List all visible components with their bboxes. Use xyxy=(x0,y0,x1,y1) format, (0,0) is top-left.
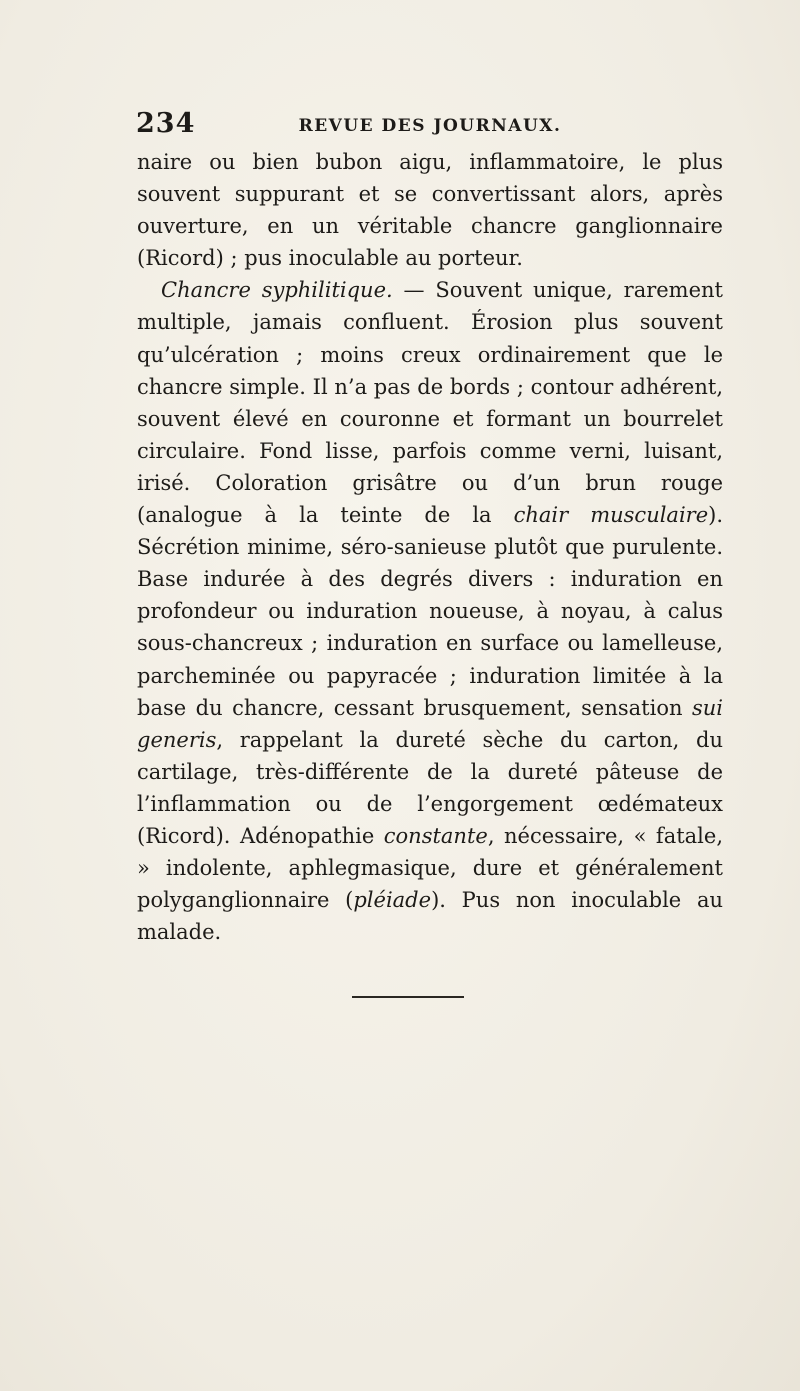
italic-term: sui generis xyxy=(137,695,723,752)
section-divider-rule xyxy=(352,996,464,998)
body-text xyxy=(137,146,723,948)
italic-term: pléiade xyxy=(353,888,432,913)
text-segment: ). Pus non inoculable au malade. xyxy=(137,888,724,945)
text-segment: , nécessaire, « fatale, » indolente, aphlegmasique, dure et généralement polyganglionnaire ( xyxy=(137,823,723,913)
paragraph-chancre-syphilitique xyxy=(137,274,723,948)
italic-term: chair musculaire xyxy=(513,503,709,528)
page-number: 234 xyxy=(136,108,196,139)
running-head: REVUE DES JOURNAUX. xyxy=(298,116,562,136)
paragraph-continuation: naire ou bien bubon aigu, inflammatoire, le plus souvent suppurant et se convertissant alors, après ouverture, en un véritable chancre ganglionnaire (Ricord) ; pus inoculable au porteur. xyxy=(137,150,723,271)
text-segment: , rappelant la dureté sèche du carton, du cartilage, très-différente de la dureté pâteuse de l’inflammation ou de l’engorgement œdémateux (Ricord). Adénopathie xyxy=(137,727,723,848)
italic-term: constante xyxy=(383,823,488,848)
page-header xyxy=(136,108,724,144)
text-segment: ). Sécrétion minime, séro-sanieuse plutôt que purulente. Base indurée à des degrés divers : induration en profondeur ou induration noueuse, à noyau, à calus sous-chancreux ; induration en surface ou lamelleuse, parcheminée ou papyracée ; induration limitée à la base du chancre, cessant brusquement, sensation xyxy=(137,503,724,720)
text-segment: — Souvent unique, rarement multiple, jamais confluent. Érosion plus souvent qu’ulcération ; moins creux ordinairement que le chancre simple. Il n’a pas de bords ; contour adhérent, souvent élevé en couronne et formant un bourrelet circulaire. Fond lisse, parfois comme verni, luisant, irisé. Coloration grisâtre ou d’un brun rouge (analogue à la teinte de la xyxy=(137,278,723,528)
section-heading: Chancre syphilitique. xyxy=(161,278,393,303)
